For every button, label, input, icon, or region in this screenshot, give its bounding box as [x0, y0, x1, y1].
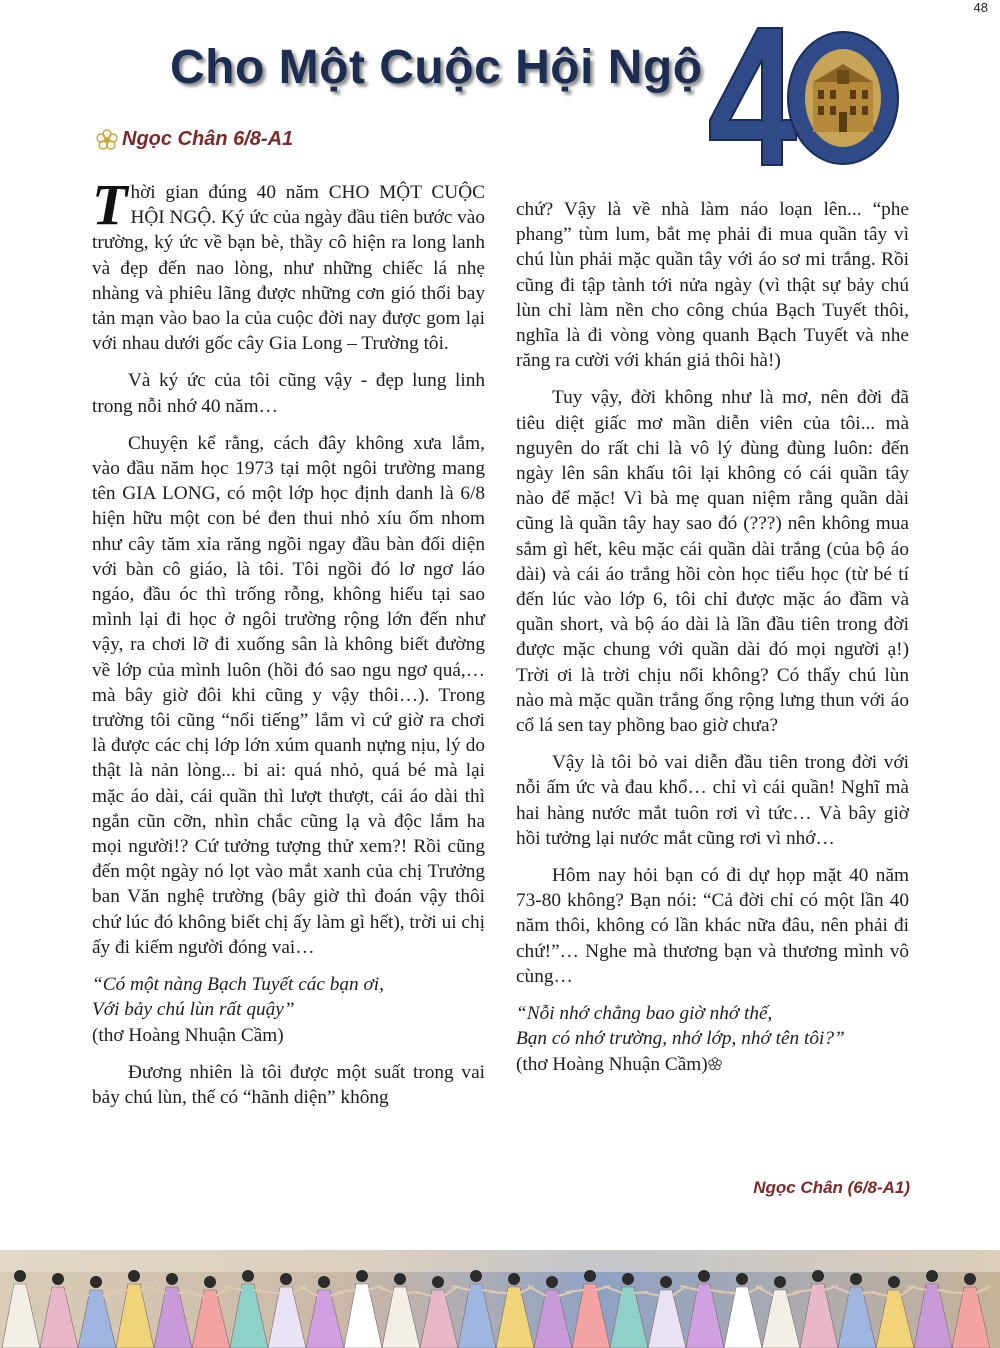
- poem-credit-text: (thơ Hoàng Nhuận Cầm): [516, 1053, 708, 1075]
- paragraph: Và ký ức của tôi cũng vậy - đẹp lung linh trong nỗi nhớ 40 năm…: [92, 370, 485, 417]
- poem-line: “Có một nàng Bạch Tuyết các bạn ơi,: [92, 974, 384, 996]
- paragraph-text: hời gian đúng 40 năm CHO MỘT CUỘC HỘI NGỘ. Ký ức của ngày đầu tiên bước vào trường, ký ức về bạn bè, thầy cô hiện ra long lanh và đẹp đến nao lòng, như những chiếc lá nhẹ nhàng và phiêu lãng được những cơn gió thổi bay tản mạn vào bao la của cuộc đời nay được gom lại với nhau dưới gốc cây Gia Long – Trường tôi.: [92, 182, 485, 355]
- drop-cap: T: [92, 172, 128, 237]
- logo-number: 40: [810, 20, 826, 36]
- poem-quote: [92, 972, 485, 1048]
- paragraph: Hôm nay hỏi bạn có đi dự họp mặt 40 năm 73-80 không? Bạn nói: “Cả đời chỉ có một lần 40 năm thôi, không có lần khác nữa đâu, nên phải đi chứ!”… Nghe mà thương bạn và thương mình vô cùng…: [516, 865, 909, 987]
- ao-dai-dancers-painting: [0, 1250, 1000, 1348]
- paragraph: Đương nhiên là tôi được một suất trong vai bảy chú lùn, thế có “hãnh diện” không: [92, 1061, 485, 1108]
- signature: Ngọc Chân (6/8-A1): [753, 1178, 910, 1197]
- paragraph: Vậy là tôi bỏ vai diễn đầu tiên trong đời với nỗi ấm ức và đau khổ… chỉ vì cái quần! Nghĩ mà hai hàng nước mắt tuôn rơi vì tức… Và bây giờ hồi tưởng lại nước mắt cũng rơi vì nhớ…: [516, 752, 909, 849]
- right-column: [516, 197, 909, 1089]
- paragraph: [92, 172, 485, 356]
- poem-credit: (thơ Hoàng Nhuận Cầm): [92, 1024, 284, 1046]
- author-byline: [96, 128, 293, 151]
- poem-line: Bạn có nhớ trường, nhớ lớp, nhớ tên tôi?”: [516, 1028, 845, 1050]
- poem-line: “Nỗi nhớ chẳng bao giờ nhớ thế,: [516, 1003, 773, 1025]
- end-flower-icon: [708, 1057, 722, 1071]
- author-name: Ngọc Chân 6/8-A1: [122, 128, 294, 150]
- paragraph: Chuyện kể rằng, cách đây không xưa lắm, vào đầu năm học 1973 tại một ngôi trường mang tên GIA LONG, có một lớp học định danh là 6/8 hiện hữu một con bé đen thui nhỏ xíu ốm nhom như cây tăm xỉa răng ngồi ngay đầu bàn đối diện với bàn cô giáo, là tôi. Tôi ngồi đó lơ ngơ láo ngáo, đầu óc thì trống rỗng, không hiểu tại sao mình lại đi học ở ngôi trường rộng lớn đến như vậy, ra chơi lỡ đi xuống sân là không biết đường về lớp của mình luôn (hồi đó sao ngu ngơ quá,… mà bây giờ đôi khi cũng y vậy thôi…). Trong trường tôi cũng “nổi tiếng” lắm vì cứ giờ ra chơi là được các chị lớp lớn xúm quanh nựng nịu, lý do thật là nản lòng... bi ai: quá nhỏ, quá bé mà lại mặc áo dài, cái quần thì lượt thượt, cái áo dài thì ngắn cũn cỡn, nhìn chắc cũng lạ và độc lắm ha mọi người!? Cứ tưởng tượng thử xem?! Rồi cũng đến một ngày nó lọt vào mắt xanh của chị Trưởng ban Văn nghệ trường (bây giờ thì đoán vậy thôi chứ lúc đó không biết chị ấy làm gì hết), trời ui chị ấy đi kiếm người đóng vai…: [92, 432, 485, 958]
- left-column: [92, 172, 485, 1122]
- paragraph: chứ? Vậy là về nhà làm náo loạn lên... “phe phang” tùm lum, bắt mẹ phải đi mua quần tây vì chú lùn phải mặc quần tây với áo sơ mi trắng. Rồi cũng đi tập tành tới nửa ngày (vì thật sự bảy chú lùn chỉ làm nền cho công chúa Bạch Tuyết thôi, nghĩa là đi vòng vòng quanh Bạch Tuyết và nhe răng ra cười với khán giả thôi hà!): [516, 199, 909, 372]
- poem-quote: [516, 1001, 909, 1077]
- page-number: 48: [973, 0, 988, 15]
- poem-credit: [516, 1052, 909, 1077]
- poem-line: Với bảy chú lùn rất quậy”: [92, 999, 295, 1021]
- paragraph: Tuy vậy, đời không như là mơ, nên đời đã tiêu diệt giấc mơ mần diễn viên của tôi... mà nguyên do rất chi là vô lý đùng đùng luôn: đến ngày lên sân khấu tôi lại không có cái quần tây nào để mặc! Vì bà mẹ quan niệm rằng quần dài cũng là quần tây hay sao đó (???) nên không mua sắm gì hết, kêu mặc cái quần dài trắng (của bộ áo dài) và cái áo trắng hồi còn học tiểu học (từ bé tí đến lúc vào lớp 6, tôi chỉ được mặc áo đầm và quần short, và bộ áo dài là lần đầu tiên trong đời được mặc chung với quần dài đó mọi người ạ!) Trời ơi là trời chịu nổi không? Có thấy chú lùn nào mà mặc quần trắng ống rộng lưng thun với áo cổ lá sen tay phồng bao giờ chưa?: [516, 387, 909, 737]
- page-title: Cho Một Cuộc Hội Ngộ: [170, 41, 703, 94]
- flower-icon: [96, 129, 118, 151]
- school-building-forty-logo: [700, 20, 900, 170]
